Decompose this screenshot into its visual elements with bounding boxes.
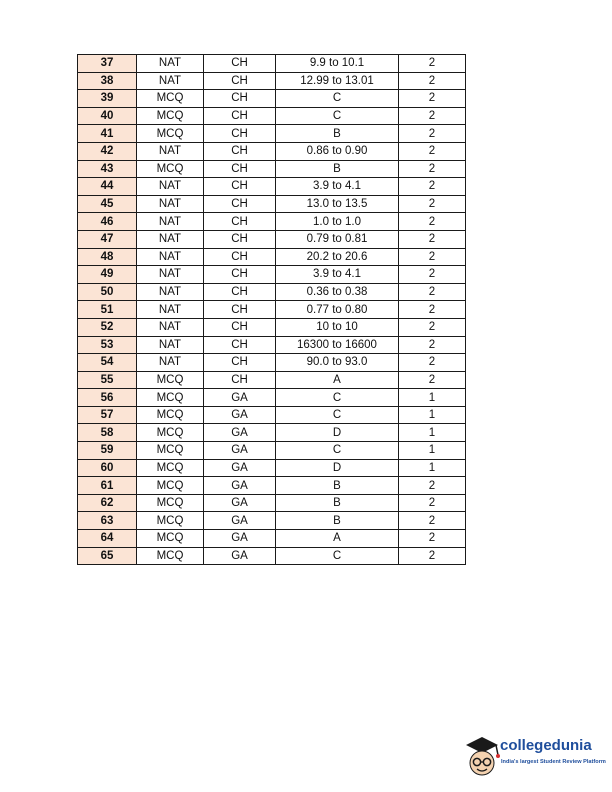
table-row [78,354,466,372]
question-number-cell: 42 [78,142,137,160]
table-row [78,389,466,407]
section-cell: GA [204,494,276,512]
table-row [78,248,466,266]
answer-key-cell: 9.9 to 10.1 [276,55,399,73]
brand-tagline: India's largest Student Review Platform [501,759,606,765]
section-cell: CH [204,230,276,248]
question-number-cell: 50 [78,283,137,301]
answer-key-cell: A [276,530,399,548]
question-type-cell: MCQ [137,512,204,530]
answer-key-cell: 0.77 to 0.80 [276,301,399,319]
section-cell: GA [204,530,276,548]
answer-key-cell: C [276,442,399,460]
section-cell: CH [204,266,276,284]
question-type-cell: MCQ [137,371,204,389]
marks-cell: 2 [399,318,466,336]
question-type-cell: NAT [137,266,204,284]
marks-cell: 2 [399,354,466,372]
answer-key-cell: 20.2 to 20.6 [276,248,399,266]
question-type-cell: MCQ [137,494,204,512]
question-number-cell: 52 [78,318,137,336]
section-cell: CH [204,160,276,178]
question-number-cell: 65 [78,547,137,565]
question-type-cell: NAT [137,318,204,336]
marks-cell: 2 [399,477,466,495]
section-cell: CH [204,354,276,372]
marks-cell: 2 [399,248,466,266]
answer-key-cell: 1.0 to 1.0 [276,213,399,231]
marks-cell: 1 [399,442,466,460]
question-number-cell: 59 [78,442,137,460]
table-row [78,90,466,108]
question-number-cell: 45 [78,195,137,213]
section-cell: CH [204,371,276,389]
question-number-cell: 57 [78,406,137,424]
question-type-cell: NAT [137,72,204,90]
question-type-cell: MCQ [137,530,204,548]
question-number-cell: 55 [78,371,137,389]
marks-cell: 2 [399,283,466,301]
collegedunia-mascot-icon [462,733,502,781]
section-cell: CH [204,55,276,73]
section-cell: CH [204,90,276,108]
question-number-cell: 60 [78,459,137,477]
marks-cell: 1 [399,459,466,477]
section-cell: GA [204,389,276,407]
marks-cell: 2 [399,195,466,213]
section-cell: CH [204,107,276,125]
marks-cell: 2 [399,107,466,125]
answer-key-cell: 10 to 10 [276,318,399,336]
marks-cell: 1 [399,406,466,424]
marks-cell: 1 [399,424,466,442]
question-type-cell: NAT [137,354,204,372]
table-row [78,459,466,477]
section-cell: CH [204,283,276,301]
marks-cell: 2 [399,178,466,196]
question-type-cell: NAT [137,336,204,354]
section-cell: CH [204,72,276,90]
question-type-cell: MCQ [137,459,204,477]
section-cell: CH [204,178,276,196]
table-row [78,424,466,442]
answer-key-cell: B [276,125,399,143]
marks-cell: 1 [399,389,466,407]
answer-key-cell: 3.9 to 4.1 [276,178,399,196]
table-row [78,442,466,460]
marks-cell: 2 [399,530,466,548]
answer-key-cell: C [276,389,399,407]
answer-key-cell: 12.99 to 13.01 [276,72,399,90]
collegedunia-logo [462,733,606,781]
marks-cell: 2 [399,266,466,284]
question-number-cell: 49 [78,266,137,284]
answer-key-cell: 0.79 to 0.81 [276,230,399,248]
table-row [78,494,466,512]
marks-cell: 2 [399,90,466,108]
table-row [78,72,466,90]
question-number-cell: 39 [78,90,137,108]
table-row [78,213,466,231]
answer-key-cell: D [276,424,399,442]
question-type-cell: NAT [137,55,204,73]
section-cell: CH [204,213,276,231]
question-number-cell: 38 [78,72,137,90]
question-type-cell: NAT [137,283,204,301]
question-type-cell: MCQ [137,477,204,495]
question-type-cell: MCQ [137,406,204,424]
section-cell: CH [204,336,276,354]
table-row [78,512,466,530]
answer-key-cell: B [276,494,399,512]
answer-key-cell: B [276,477,399,495]
section-cell: GA [204,459,276,477]
table-row [78,107,466,125]
question-type-cell: NAT [137,230,204,248]
section-cell: CH [204,125,276,143]
question-number-cell: 37 [78,55,137,73]
question-number-cell: 62 [78,494,137,512]
table-row [78,266,466,284]
table-row [78,371,466,389]
question-type-cell: NAT [137,195,204,213]
section-cell: CH [204,142,276,160]
answer-key-cell: B [276,512,399,530]
table-row [78,178,466,196]
question-type-cell: MCQ [137,547,204,565]
table-row [78,547,466,565]
table-row [78,142,466,160]
marks-cell: 2 [399,547,466,565]
question-number-cell: 61 [78,477,137,495]
question-number-cell: 58 [78,424,137,442]
question-type-cell: NAT [137,142,204,160]
question-type-cell: NAT [137,248,204,266]
question-number-cell: 64 [78,530,137,548]
table-row [78,195,466,213]
marks-cell: 2 [399,125,466,143]
question-type-cell: MCQ [137,389,204,407]
answer-key-cell: C [276,107,399,125]
marks-cell: 2 [399,230,466,248]
marks-cell: 2 [399,301,466,319]
answer-key-cell: C [276,90,399,108]
table-row [78,336,466,354]
question-type-cell: MCQ [137,90,204,108]
question-type-cell: NAT [137,213,204,231]
table-row [78,283,466,301]
answer-key-table [77,54,466,565]
question-number-cell: 54 [78,354,137,372]
answer-key-body [78,55,466,565]
marks-cell: 2 [399,55,466,73]
table-row [78,230,466,248]
question-number-cell: 44 [78,178,137,196]
section-cell: GA [204,547,276,565]
answer-key-cell: A [276,371,399,389]
marks-cell: 2 [399,371,466,389]
question-number-cell: 63 [78,512,137,530]
question-type-cell: MCQ [137,160,204,178]
question-type-cell: MCQ [137,125,204,143]
table-row [78,55,466,73]
marks-cell: 2 [399,142,466,160]
section-cell: CH [204,318,276,336]
brand-name: collegedunia [500,737,592,754]
question-type-cell: MCQ [137,424,204,442]
answer-key-cell: 16300 to 16600 [276,336,399,354]
question-number-cell: 48 [78,248,137,266]
section-cell: GA [204,406,276,424]
section-cell: CH [204,248,276,266]
table-row [78,160,466,178]
answer-key-cell: D [276,459,399,477]
answer-key-cell: 90.0 to 93.0 [276,354,399,372]
section-cell: GA [204,442,276,460]
marks-cell: 2 [399,512,466,530]
marks-cell: 2 [399,160,466,178]
answer-key-cell: 0.36 to 0.38 [276,283,399,301]
answer-key-cell: 3.9 to 4.1 [276,266,399,284]
section-cell: GA [204,424,276,442]
table-row [78,477,466,495]
answer-key-cell: B [276,160,399,178]
answer-key-cell: C [276,406,399,424]
question-type-cell: MCQ [137,442,204,460]
table-row [78,125,466,143]
marks-cell: 2 [399,336,466,354]
marks-cell: 2 [399,494,466,512]
question-type-cell: NAT [137,178,204,196]
marks-cell: 2 [399,213,466,231]
table-row [78,530,466,548]
question-number-cell: 43 [78,160,137,178]
question-number-cell: 56 [78,389,137,407]
table-row [78,301,466,319]
answer-key-cell: 0.86 to 0.90 [276,142,399,160]
answer-key-cell: 13.0 to 13.5 [276,195,399,213]
question-number-cell: 47 [78,230,137,248]
table-row [78,406,466,424]
answer-key-cell: C [276,547,399,565]
question-number-cell: 46 [78,213,137,231]
marks-cell: 2 [399,72,466,90]
question-type-cell: MCQ [137,107,204,125]
question-type-cell: NAT [137,301,204,319]
table-row [78,318,466,336]
question-number-cell: 41 [78,125,137,143]
question-number-cell: 51 [78,301,137,319]
section-cell: CH [204,301,276,319]
question-number-cell: 40 [78,107,137,125]
section-cell: CH [204,195,276,213]
section-cell: GA [204,512,276,530]
question-number-cell: 53 [78,336,137,354]
section-cell: GA [204,477,276,495]
